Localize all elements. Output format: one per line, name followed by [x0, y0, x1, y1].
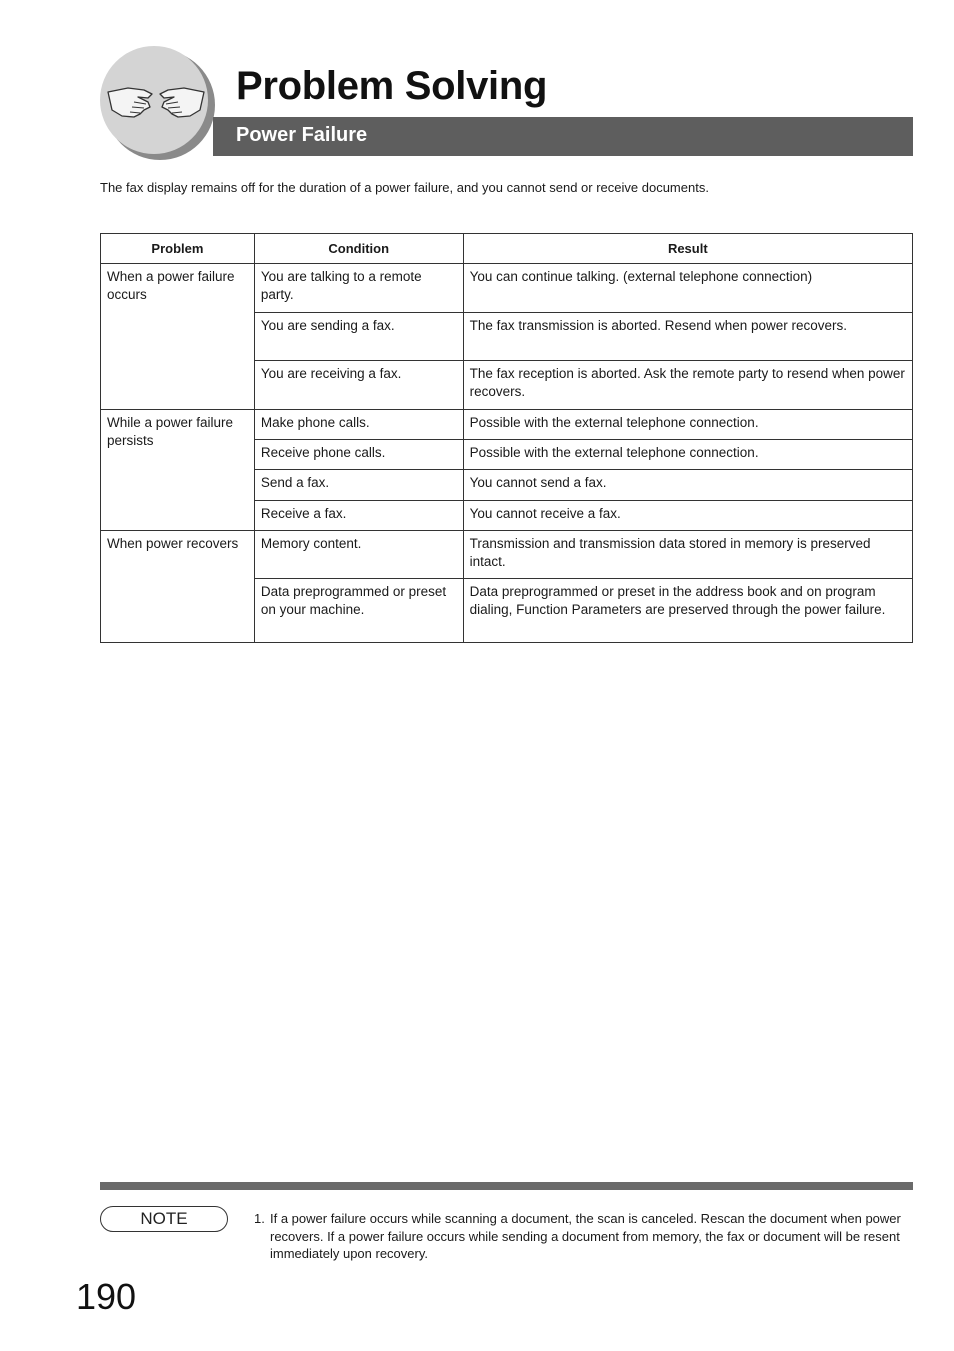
- note-divider: [100, 1182, 913, 1190]
- condition-cell: You are talking to a remote party.: [254, 264, 463, 313]
- intro-text: The fax display remains off for the duration of a power failure, and you cannot send or receive documents.: [100, 180, 709, 195]
- table-row: [101, 410, 913, 440]
- note-text: If a power failure occurs while scanning a document, the scan is canceled. Rescan the document when power recovers. If a power failure occurs while sending a document from memory, the fax or document will be resent immediately upon recovery.: [270, 1211, 901, 1261]
- table-row: [101, 264, 913, 313]
- result-cell: You can continue talking. (external telephone connection): [463, 264, 912, 313]
- table-header-row: [101, 234, 913, 264]
- result-cell: Transmission and transmission data stored in memory is preserved intact.: [463, 531, 912, 579]
- condition-cell: Send a fax.: [254, 470, 463, 501]
- result-cell: The fax reception is aborted. Ask the remote party to resend when power recovers.: [463, 361, 912, 410]
- condition-cell: Memory content.: [254, 531, 463, 579]
- table-row: [101, 531, 913, 579]
- result-cell: Possible with the external telephone connection.: [463, 410, 912, 440]
- power-failure-table: [100, 233, 913, 643]
- result-cell: The fax transmission is aborted. Resend when power recovers.: [463, 313, 912, 361]
- problem-cell: When power recovers: [101, 531, 255, 643]
- result-cell: You cannot receive a fax.: [463, 501, 912, 531]
- section-title: Power Failure: [236, 124, 368, 146]
- note-badge: NOTE: [100, 1206, 228, 1232]
- column-header-condition: Condition: [254, 234, 463, 264]
- condition-cell: You are receiving a fax.: [254, 361, 463, 410]
- column-header-result: Result: [463, 234, 912, 264]
- problem-cell: While a power failure persists: [101, 410, 255, 531]
- result-cell: Possible with the external telephone connection.: [463, 440, 912, 470]
- result-cell: You cannot send a fax.: [463, 470, 912, 501]
- handshake-icon: [104, 80, 208, 124]
- page-title: Problem Solving: [236, 64, 548, 108]
- page-number: 190: [76, 1276, 137, 1317]
- condition-cell: Data preprogrammed or preset on your machine.: [254, 579, 463, 643]
- note-number: 1.: [254, 1211, 265, 1226]
- result-cell: Data preprogrammed or preset in the address book and on program dialing, Function Parameters are preserved through the power failure.: [463, 579, 912, 643]
- condition-cell: Receive phone calls.: [254, 440, 463, 470]
- condition-cell: Receive a fax.: [254, 501, 463, 531]
- problem-cell: When a power failure occurs: [101, 264, 255, 410]
- condition-cell: You are sending a fax.: [254, 313, 463, 361]
- condition-cell: Make phone calls.: [254, 410, 463, 440]
- column-header-problem: Problem: [101, 234, 255, 264]
